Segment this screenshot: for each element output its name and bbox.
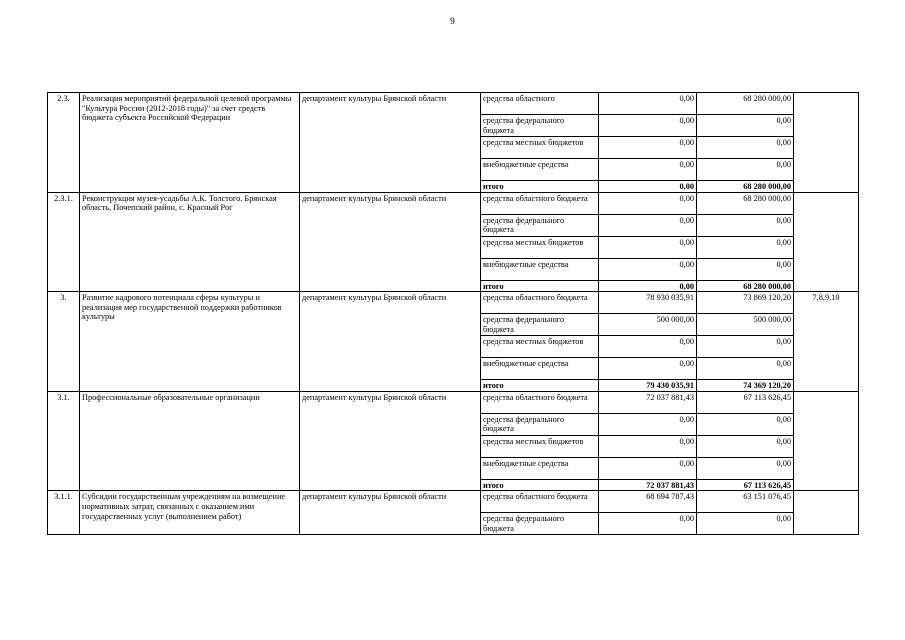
funding-source: средства местных бюджетов: [481, 137, 599, 159]
item-name: Реализация мероприятий федеральной целевой программы "Культура России (2012-2018 годы)" за счет средств бюджета субъекта Российской Федерации: [80, 93, 300, 193]
item-number: 3.1.1.: [48, 491, 80, 535]
amount-col1: 0,00: [599, 192, 697, 214]
funding-source: внебюджетные средства: [481, 457, 599, 479]
amount-col1: 72 037 881,43: [599, 391, 697, 413]
item-number: 2.3.1.: [48, 192, 80, 292]
amount-col2: 0,00: [697, 115, 794, 137]
amount-col2: 73 869 120,20: [697, 292, 794, 314]
amount-col1: 0,00: [599, 457, 697, 479]
funding-source: итого: [481, 280, 599, 292]
amount-col1: 500 000,00: [599, 314, 697, 336]
target-indicators: [794, 391, 859, 491]
program-funding-table: [47, 92, 859, 535]
funding-source: средства областного бюджета: [481, 491, 599, 513]
amount-col2: 68 280 000,00: [697, 192, 794, 214]
table-row: [48, 491, 859, 513]
item-number: 3.1.: [48, 391, 80, 491]
amount-col2: 0,00: [697, 358, 794, 380]
target-indicators: 7,8,9,10: [794, 292, 859, 392]
amount-col1: 68 694 787,43: [599, 491, 697, 513]
amount-col2: 67 113 626,45: [697, 479, 794, 491]
funding-source: средства федерального бюджета: [481, 413, 599, 435]
amount-col1: 0,00: [599, 115, 697, 137]
amount-col2: 0,00: [697, 236, 794, 258]
amount-col1: 0,00: [599, 181, 697, 193]
amount-col2: 74 369 120,20: [697, 380, 794, 392]
funding-source: внебюджетные средства: [481, 159, 599, 181]
amount-col1: 0,00: [599, 137, 697, 159]
funding-source: итого: [481, 479, 599, 491]
target-indicators: [794, 93, 859, 193]
funding-source: средства областного бюджета: [481, 391, 599, 413]
item-name: Субсидии государственным учреждениям на возмещение нормативных затрат, связанных с оказанием ими государственных услуг (выполнением работ): [80, 491, 300, 535]
table-row: [48, 192, 859, 214]
item-executor: департамент культуры Брянской области: [300, 93, 481, 193]
amount-col2: 0,00: [697, 336, 794, 358]
funding-source: средства областного: [481, 93, 599, 115]
amount-col2: 0,00: [697, 413, 794, 435]
amount-col2: 68 280 000,00: [697, 280, 794, 292]
amount-col1: 0,00: [599, 513, 697, 535]
amount-col2: 63 151 076,45: [697, 491, 794, 513]
funding-source: средства федерального бюджета: [481, 314, 599, 336]
amount-col1: 78 930 035,91: [599, 292, 697, 314]
funding-source: итого: [481, 380, 599, 392]
funding-source: внебюджетные средства: [481, 358, 599, 380]
amount-col2: 68 280 000,00: [697, 181, 794, 193]
table-row: [48, 93, 859, 115]
funding-source: средства федерального бюджета: [481, 115, 599, 137]
amount-col2: 0,00: [697, 258, 794, 280]
target-indicators: [794, 491, 859, 535]
amount-col2: 0,00: [697, 214, 794, 236]
target-indicators: [794, 192, 859, 292]
amount-col1: 0,00: [599, 159, 697, 181]
item-number: 3.: [48, 292, 80, 392]
amount-col1: 0,00: [599, 280, 697, 292]
amount-col2: 0,00: [697, 137, 794, 159]
item-executor: департамент культуры Брянской области: [300, 391, 481, 491]
amount-col2: 0,00: [697, 159, 794, 181]
amount-col2: 68 280 000,00: [697, 93, 794, 115]
item-executor: департамент культуры Брянской области: [300, 491, 481, 535]
table-row: [48, 292, 859, 314]
amount-col1: 0,00: [599, 214, 697, 236]
amount-col1: 0,00: [599, 358, 697, 380]
funding-source: средства областного бюджета: [481, 292, 599, 314]
funding-source: итого: [481, 181, 599, 193]
item-executor: департамент культуры Брянской области: [300, 292, 481, 392]
table-row: [48, 391, 859, 413]
amount-col2: 0,00: [697, 513, 794, 535]
page-number: 9: [450, 16, 455, 26]
item-executor: департамент культуры Брянской области: [300, 192, 481, 292]
funding-source: средства федерального бюджета: [481, 513, 599, 535]
funding-source: средства местных бюджетов: [481, 336, 599, 358]
amount-col1: 79 430 035,91: [599, 380, 697, 392]
amount-col1: 0,00: [599, 258, 697, 280]
amount-col2: 0,00: [697, 457, 794, 479]
funding-source: средства местных бюджетов: [481, 236, 599, 258]
amount-col1: 0,00: [599, 236, 697, 258]
funding-source: средства федерального бюджета: [481, 214, 599, 236]
item-name: Развитие кадрового потенциала сферы культуры и реализация мер государственной поддержки работников культуры: [80, 292, 300, 392]
amount-col1: 72 037 881,43: [599, 479, 697, 491]
funding-source: внебюджетные средства: [481, 258, 599, 280]
amount-col1: 0,00: [599, 93, 697, 115]
amount-col2: 0,00: [697, 435, 794, 457]
amount-col1: 0,00: [599, 435, 697, 457]
amount-col2: 67 113 626,45: [697, 391, 794, 413]
funding-source: средства областного бюджета: [481, 192, 599, 214]
funding-source: средства местных бюджетов: [481, 435, 599, 457]
amount-col1: 0,00: [599, 336, 697, 358]
item-number: 2.3.: [48, 93, 80, 193]
amount-col1: 0,00: [599, 413, 697, 435]
item-name: Реконструкция музея-усадьбы А.К. Толстого. Брянская область, Почепский район, с. Красный Рог: [80, 192, 300, 292]
item-name: Профессиональные образовательные организации: [80, 391, 300, 491]
amount-col2: 500 000,00: [697, 314, 794, 336]
